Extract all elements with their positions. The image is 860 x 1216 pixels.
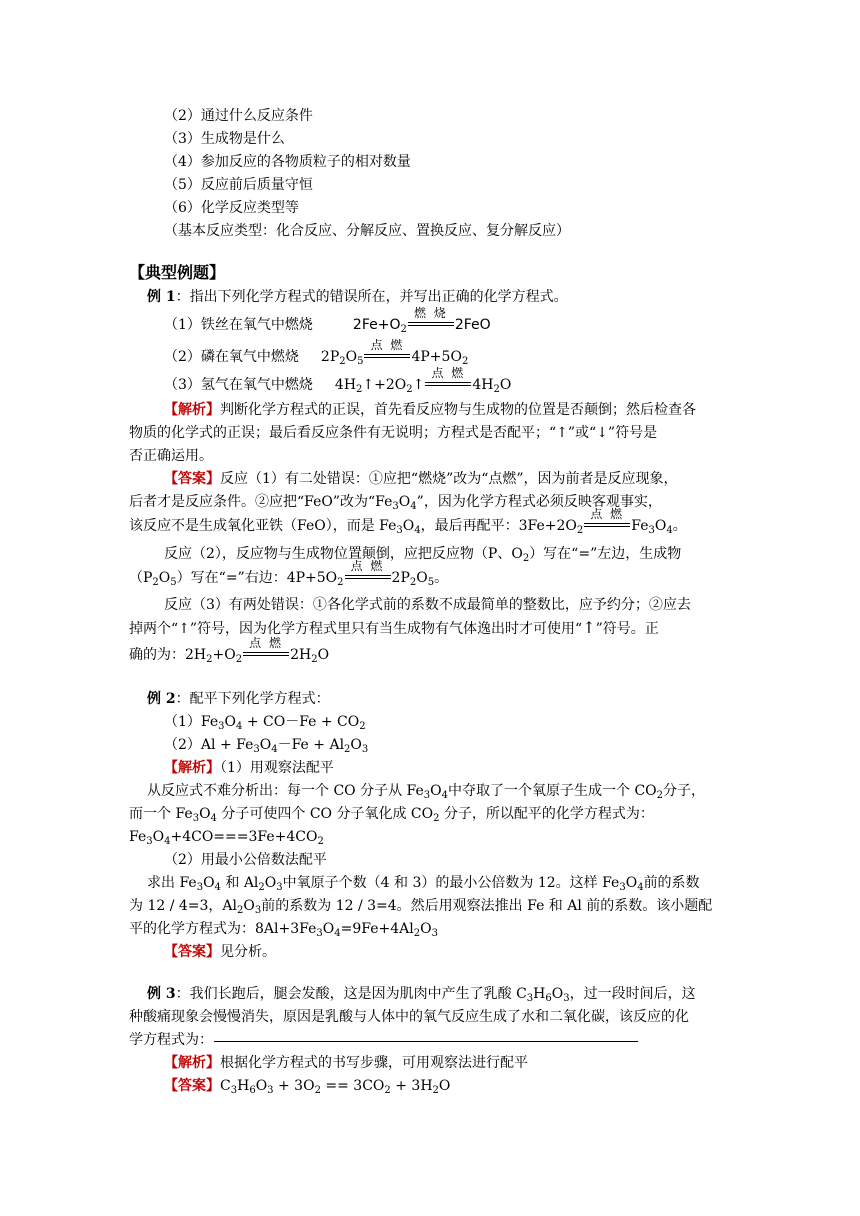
ex1-answer-3: 该反应不是生成氧化亚铁（FeO），而是 $Fe_3O_4$，最后再配平：$3Fe+2O_2$ 点 燃 $Fe_3O_4$。 [129,507,687,536]
ex1-analysis-3: 否正确运用。 [129,448,213,464]
ex1-analysis-1: 【解析】判断化学方程式的正误，首先看反应物与生成物的位置是否颠倒；然后检查各 [164,402,696,418]
ex2-q2: $(2)Al + Fe_3O_4-Fe + Al_2O_3$ [164,737,369,755]
ex2-question: 例 2：配平下列化学方程式： [147,691,330,707]
ex1-answer-1: 【答案】反应（1）有二处错误：①应把“燃烧”改为“点燃”，因为前者是反应现象， [164,471,678,487]
intro-item-3: （3）生成物是什么 [164,131,285,147]
section-title: 【典型例题】 [129,263,226,282]
ex1-question: 例 1：指出下列化学方程式的错误所在，并写出正确的化学方程式。 [147,289,568,305]
ex3-q-2: 种酸痛现象会慢慢消失，原因是乳酸与人体中的氧气反应生成了水和二氧化碳，该反应的化 [129,1009,689,1025]
ex3-answer: 【答案】$C_3H_6O_3 + 3O_2 == 3CO_2 + 3H_2O$ [164,1078,451,1096]
answer-blank-line [214,1041,638,1042]
intro-item-types: （基本反应类型：化合反应、分解反应、置换反应、复分解反应） [164,223,570,239]
ex2-analysis-head: 【解析】（1）用观察法配平 [164,760,334,776]
intro-item-6: （6）化学反应类型等 [164,200,299,216]
ex2-q1: $(1)Fe_3O_4 + CO-Fe + CO_2$ [164,714,366,732]
ex2-m2-1: 求出 $Fe_3O_4$ 和 $Al_2O_3$中氧原子个数（4 和 3）的最小公倍数为 12。这样 $Fe_3O_4$前的系数 [147,875,700,893]
ex1-r3-2: 掉两个“↑”符号，因为化学方程式里只有当生成物有气体逸出时才可使用“↑”符号。正 [129,618,659,637]
ex1-r2-2: $(P_2O_5)$写在“=”右边：$4P+5O_2$ 点 燃 $2P_2O_5$。 [129,559,449,588]
ex1-r3-1: 反应（3）有两处错误：①各化学式前的系数不成最简单的整数比，应予约分；②应去 [164,597,691,613]
ex1-r2-1: 反应（2），反应物与生成物位置颠倒，应把反应物（P、$O_2$）写在“=”左边，生成物 [164,546,682,564]
ex1-r3-3: 确的为：$2H_2+O_2$ 点 燃 $2H_2O$ [129,636,330,665]
ex3-q-3: 学方程式为： [129,1032,213,1048]
ex2-answer: 【答案】见分析。 [164,944,276,960]
intro-item-5: （5）反应前后质量守恒 [164,177,313,193]
ex2-p1-3: $Fe_3O_4+4CO===3Fe+4CO_2$ [129,829,324,847]
ex2-m2-3: 平的化学方程式为：$8Al+3Fe_3O_4=9Fe+4Al_2O_3$ [129,921,438,939]
ex3-q-1: 例 3：我们长跑后，腿会发酸，这是因为肌肉中产生了乳酸 $C_3H_6O_3$，过一段时间后，这 [147,986,696,1004]
ex3-analysis: 【解析】根据化学方程式的书写步骤，可用观察法进行配平 [164,1055,528,1071]
ex2-m2-head: （2）用最小公倍数法配平 [164,852,327,868]
ex2-p1-1: 从反应式不难分析出：每一个 CO 分子从 $Fe_3O_4$中夺取了一个氧原子生成一个 $CO_2$分子， [147,783,706,801]
ex1-q1: （1）铁丝在氧气中燃烧 $2Fe+O_2$ 燃 烧 2FeO [164,306,491,335]
ex2-p1-2: 而一个 $Fe_3O_4$ 分子可使四个 CO 分子氧化成 $CO_2$ 分子，所以配平的化学方程式为： [129,806,654,824]
ex1-q2: （2）磷在氧气中燃烧 $2P_2O_5$ 点 燃 $4P+5O_2$ [164,338,469,367]
ex2-m2-2: 为 12 / 4=3，$Al_2O_3$前的系数为 12 / 3=4。然后用观察法推出 Fe 和 Al 前的系数。该小题配 [129,898,713,916]
ex1-analysis-2: 物质的化学式的正误；最后看反应条件有无说明；方程式是否配平；“↑”或“↓”符号是 [129,425,658,441]
ex1-answer-2: 后者才是反应条件。②应把“FeO”改为“$Fe_3O_4$”，因为化学方程式必须反映客观事实， [129,494,662,512]
intro-item-2: （2）通过什么反应条件 [164,108,313,124]
intro-item-4: （4）参加反应的各物质粒子的相对数量 [164,154,411,170]
ex1-q3: （3）氢气在氧气中燃烧 $4H_2↑+2O_2↑$ 点 燃 $4H_2O$ [164,366,512,395]
